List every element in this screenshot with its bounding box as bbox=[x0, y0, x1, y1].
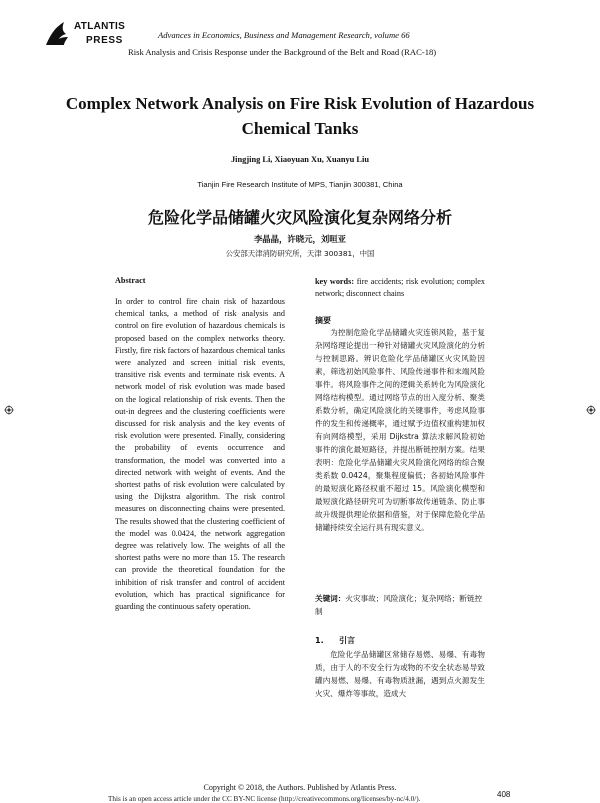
paper-affiliation: Tianjin Fire Research Institute of MPS, Tianjin 300381, China bbox=[197, 180, 403, 189]
atlantis-press-logo bbox=[44, 18, 134, 48]
atlantis-press-emblem-icon bbox=[44, 18, 74, 48]
license-footer: This is an open access article under the CC BY-NC license (http://creativecommons.org/licenses/by-nc/4.0/). bbox=[108, 795, 421, 803]
section-1-title: 引言 bbox=[339, 636, 355, 645]
paper-title: Complex Network Analysis on Fire Risk Evolution of Hazardous Chemical Tanks bbox=[65, 94, 535, 138]
section-1-number: 1. bbox=[315, 636, 324, 645]
conference-series: Risk Analysis and Crisis Response under the Background of the Belt and Road (RAC-18) bbox=[128, 47, 437, 57]
keywords-chinese bbox=[315, 592, 485, 618]
registration-mark-right-icon bbox=[586, 405, 596, 415]
abstract-heading-chinese: 摘要 bbox=[315, 316, 331, 325]
registration-mark-left-icon bbox=[4, 405, 14, 415]
paper-affiliation-chinese: 公安部天津消防研究所，天津 300381，中国 bbox=[225, 249, 375, 258]
abstract-heading: Abstract bbox=[115, 276, 146, 285]
paper-authors: Jingjing Li, Xiaoyuan Xu, Xuanyu Liu bbox=[230, 155, 369, 164]
paper-authors-chinese: 李晶晶，许晓元，刘晅亚 bbox=[253, 234, 347, 244]
keywords-text-chinese: 火灾事故；风险演化；复杂网络；断链控制 bbox=[315, 594, 483, 616]
abstract-text-chinese: 为控制危险化学品储罐火灾连锁风险，基于复杂网络理论提出一种针对储罐火灾风险演化的分析与控制思路。辨识危险化学品储罐区火灾风险因素，筛选初始风险事件、风险传递事件和末端风险事件。将风险事件之间的逻辑关系转化为风险演化网络结构模型。通过网络节点的出入度分析、聚类系数分析，确定风险演化的关键事件，考虑风险事件的发生和传递概率，通过赋予边值权重构建加权有向网络模型，采用 Dijkstra 算法求解风险初始事件的演化最短路径，并提出断链控制方案。结果表明：危险化学品储罐火灾风险演化网络的综合聚类系数 0.0424，聚集程度偏低；各初始风险事件的最短演化路径权重不超过 15。风险演化模型和最短演化路径研究可为切断事故传递链条、防止事故升级提供理论依据和借鉴，对于保障危险化学品储罐持续安全运行具有现实意义。 bbox=[315, 328, 485, 532]
keywords-label-chinese: 关键词： bbox=[315, 594, 346, 603]
keywords-text: fire accidents; risk evolution; complex network; disconnect chains bbox=[315, 277, 486, 299]
copyright-footer: Copyright © 2018, the Authors. Published by Atlantis Press. bbox=[203, 783, 397, 792]
page-number: 408 bbox=[497, 790, 511, 799]
logo-text-press: PRESS bbox=[86, 35, 123, 46]
keywords: key words: fire accidents; risk evolution; complex network; disconnect chains bbox=[315, 277, 486, 299]
section-1-text: 危险化学品储罐区常储存易燃、易爆、有毒物质，由于人的不安全行为或物的不安全状态易导致罐内易燃、易爆、有毒物质泄漏，遇到点火源发生火灾、爆炸等事故，造成大 bbox=[315, 650, 485, 698]
paper-title-chinese: 危险化学品储罐火灾风险演化复杂网络分析 bbox=[147, 208, 452, 227]
keywords-label: key words bbox=[315, 277, 352, 286]
journal-header: Advances in Economics, Business and Management Research, volume 66 bbox=[158, 30, 410, 40]
section-1-heading bbox=[315, 635, 355, 646]
abstract-text: In order to control fire chain risk of hazardous chemical tanks, a method of risk analysis and control on fire evolution of hazardous chemicals is proposed based on the complex networks theory. Firstly, fire risk factors of hazardous chemical tanks were analyzed and screen initial risk events, transitive risk events and terminate risk events. A network model of risk evolution was made based on the logical relationship of risk events. Then the out-in degrees and the clustering coefficients were discussed for risk analysis and the key events of risk evolution were presented. Finally, considering the probability of events occurrence and transformation, the model was converted into a directed network with weight of events. And the shortest paths of risk evolution were calculated by using the Dijkstra algorithm. The risk control measures on disconnecting chains were presented. The results showed that the clustering coefficient of the model was 0.0424, the network aggregation degree was relatively low. The weights of all the shortest paths were no more than 15. The research can provide the theoretical foundation for the inhibition of risk transfer and control of accident evolution, which has practical significance for guarding the continuous safety operation. bbox=[115, 297, 285, 612]
logo-text-atlantis: ATLANTIS bbox=[74, 21, 126, 32]
